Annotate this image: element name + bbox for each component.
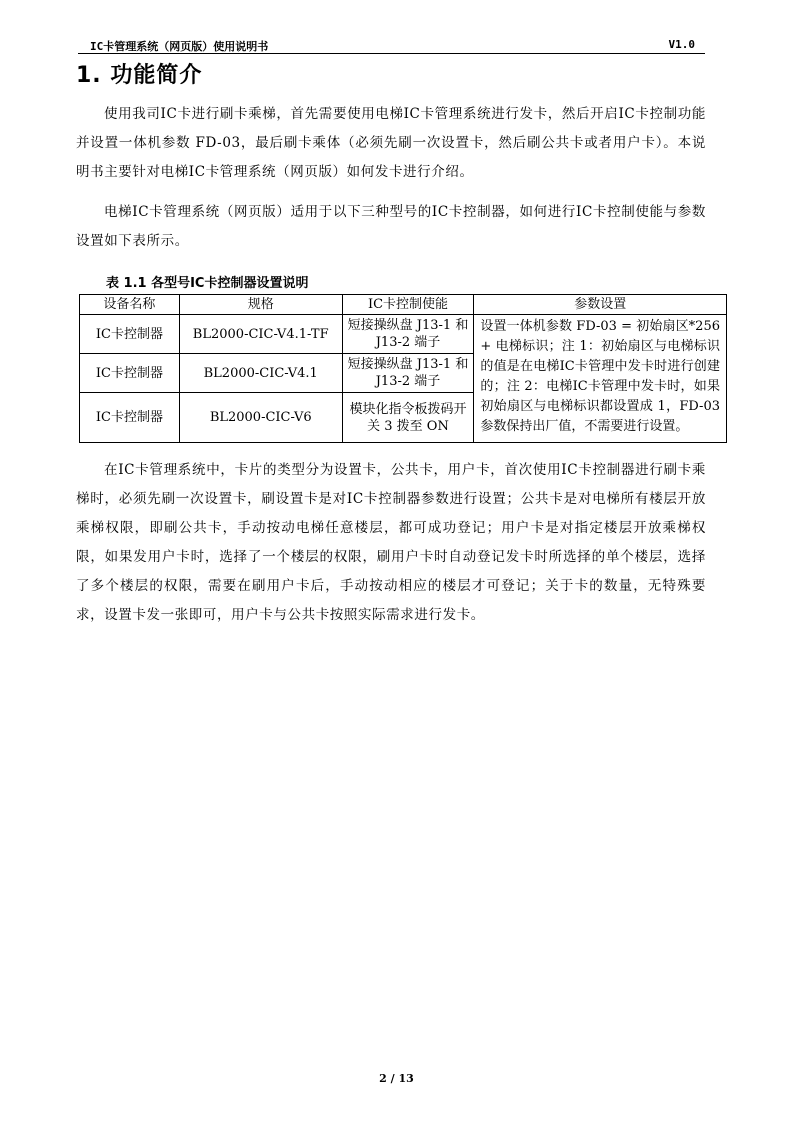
section-heading: 1. 功能简介 [76, 63, 203, 88]
cell-spec: BL2000-CIC-V4.1 [179, 354, 342, 393]
controller-settings-table [79, 294, 727, 443]
header-param-setting: 参数设置 [474, 295, 727, 315]
cell-param-setting: 设置一体机参数 FD-03 = 初始扇区*256 + 电梯标识；注 1：初始扇区与电梯标识的值是在电梯IC卡管理中发卡时进行创建的；注 2：电梯IC卡管理中发卡时，如果初始扇区与电梯标识都设置成 1，FD-03 参数保持出厂值，不需要进行设置。 [474, 315, 727, 443]
table-caption: 表 1.1 各型号IC卡控制器设置说明 [106, 276, 309, 291]
header-spec: 规格 [179, 295, 342, 315]
table-header-row [80, 295, 727, 315]
page-number: 2 / 13 [379, 1072, 414, 1085]
document-title: IC卡管理系统（网页版）使用说明书 [90, 40, 269, 53]
cell-spec: BL2000-CIC-V4.1-TF [179, 315, 342, 354]
document-version: V1.0 [668, 38, 695, 51]
page-header [78, 38, 705, 54]
card-types-paragraph: 在IC卡管理系统中，卡片的类型分为设置卡，公共卡，用户卡，首次使用IC卡控制器进行刷卡乘梯时，必须先刷一次设置卡，刷设置卡是对IC卡控制器参数进行设置；公共卡是对电梯所有楼层开放乘梯权限，即刷公共卡，手动按动电梯任意楼层，都可成功登记；用户卡是对指定楼层开放乘梯权限，如果发用户卡时，选择了一个楼层的权限，刷用户卡时自动登记发卡时所选择的单个楼层，选择了多个楼层的权限，需要在刷用户卡后，手动按动相应的楼层才可登记；关于卡的数量，无特殊要求，设置卡发一张即可，用户卡与公共卡按照实际需求进行发卡。 [76, 462, 706, 623]
cell-enable: 短接操纵盘 J13-1 和 J13-2 端子 [342, 315, 474, 354]
cell-enable: 模块化指令板拨码开关 3 拨至 ON [342, 393, 474, 443]
header-device-name: 设备名称 [80, 295, 180, 315]
applicability-paragraph: 电梯IC卡管理系统（网页版）适用于以下三种型号的IC卡控制器，如何进行IC卡控制使能与参数设置如下表所示。 [76, 204, 706, 249]
cell-spec: BL2000-CIC-V6 [179, 393, 342, 443]
cell-enable: 短接操纵盘 J13-1 和 J13-2 端子 [342, 354, 474, 393]
cell-device: IC卡控制器 [80, 393, 180, 443]
header-enable: IC卡控制使能 [342, 295, 474, 315]
table-row [80, 315, 727, 354]
cell-device: IC卡控制器 [80, 354, 180, 393]
intro-paragraph: 使用我司IC卡进行刷卡乘梯，首先需要使用电梯IC卡管理系统进行发卡，然后开启IC卡控制功能并设置一体机参数 FD-03，最后刷卡乘体（必须先刷一次设置卡，然后刷公共卡或者用户卡）。本说明书主要针对电梯IC卡管理系统（网页版）如何发卡进行介绍。 [76, 106, 706, 180]
cell-device: IC卡控制器 [80, 315, 180, 354]
